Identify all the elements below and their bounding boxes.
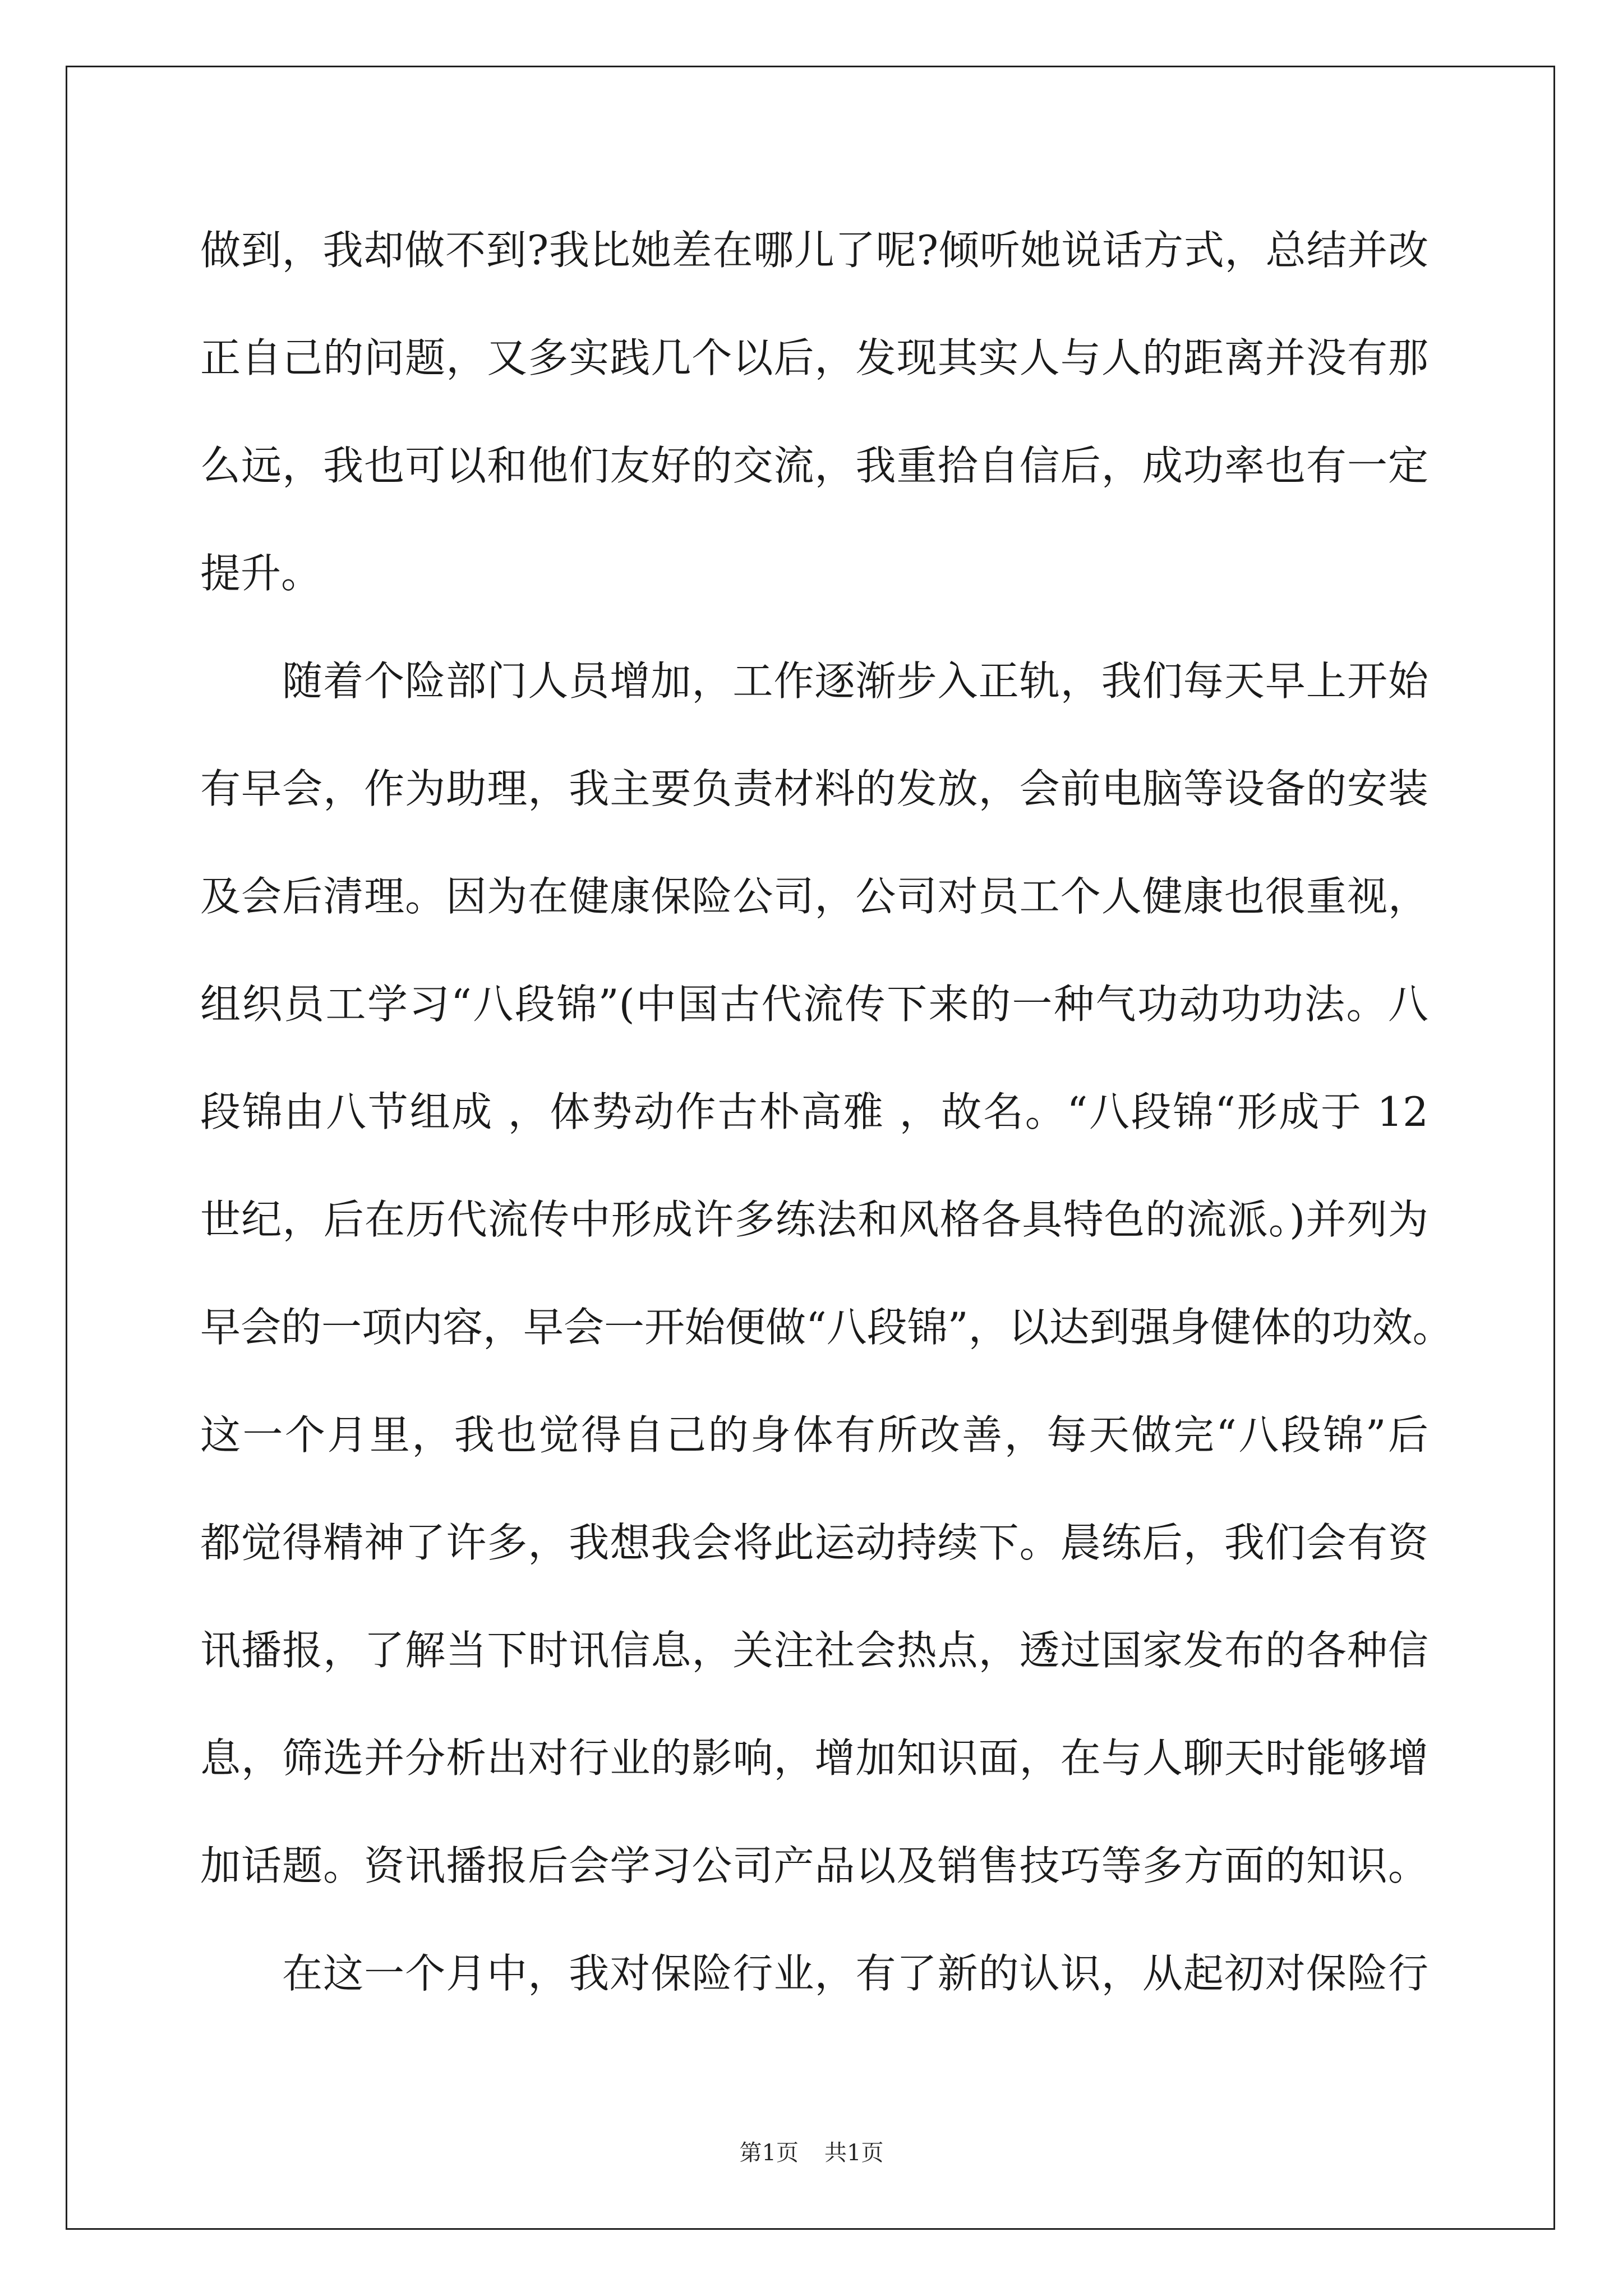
text-line: 有早会，作为助理，我主要负责材料的发放，会前电脑等设备的安装: [200, 765, 1428, 812]
text-line: 提升。: [200, 550, 322, 597]
text-line: 早会的一项内容，早会一开始便做“八段锦”，以达到强身健体的功效。: [200, 1304, 1453, 1351]
text-line: 段锦由八节组成 ，体势动作古朴高雅 ，故名。“八段锦“形成于 12: [200, 1088, 1428, 1135]
text-line: 息，筛选并分析出对行业的影响，增加知识面，在与人聊天时能够增: [200, 1734, 1428, 1782]
page-border: [66, 66, 1555, 2230]
text-line: 加话题。资讯播报后会学习公司产品以及销售技巧等多方面的知识。: [200, 1842, 1428, 1889]
page-footer: [0, 2136, 1623, 2170]
text-line: 组织员工学习“八段锦”(中国古代流传下来的一种气功动功功法。八: [200, 981, 1428, 1028]
text-line: 及会后清理。因为在健康保险公司，公司对员工个人健康也很重视，: [200, 873, 1428, 920]
text-line: 讯播报，了解当下时讯信息，关注社会热点，透过国家发布的各种信: [200, 1627, 1428, 1674]
page-total: 共1页: [824, 2140, 884, 2166]
page-number: 第1页: [739, 2140, 799, 2166]
text-line: 正自己的问题，又多实践几个以后，发现其实人与人的距离并没有那: [200, 334, 1428, 381]
paragraph-first-line: 随着个险部门人员增加，工作逐渐步入正轨，我们每天早上开始: [282, 657, 1428, 705]
text-line: 世纪，后在历代流传中形成许多练法和风格各具特色的流派。)并列为: [200, 1196, 1428, 1243]
text-line: 都觉得精神了许多，我想我会将此运动持续下。晨练后，我们会有资: [200, 1519, 1428, 1566]
paragraph-first-line: 在这一个月中，我对保险行业，有了新的认识，从起初对保险行: [282, 1950, 1428, 1997]
text-line: 这一个月里，我也觉得自己的身体有所改善，每天做完“八段锦”后: [200, 1411, 1428, 1458]
text-line: 做到，我却做不到?我比她差在哪儿了呢?倾听她说话方式，总结并改: [200, 227, 1428, 274]
text-line: 么远，我也可以和他们友好的交流，我重拾自信后，成功率也有一定: [200, 442, 1428, 489]
